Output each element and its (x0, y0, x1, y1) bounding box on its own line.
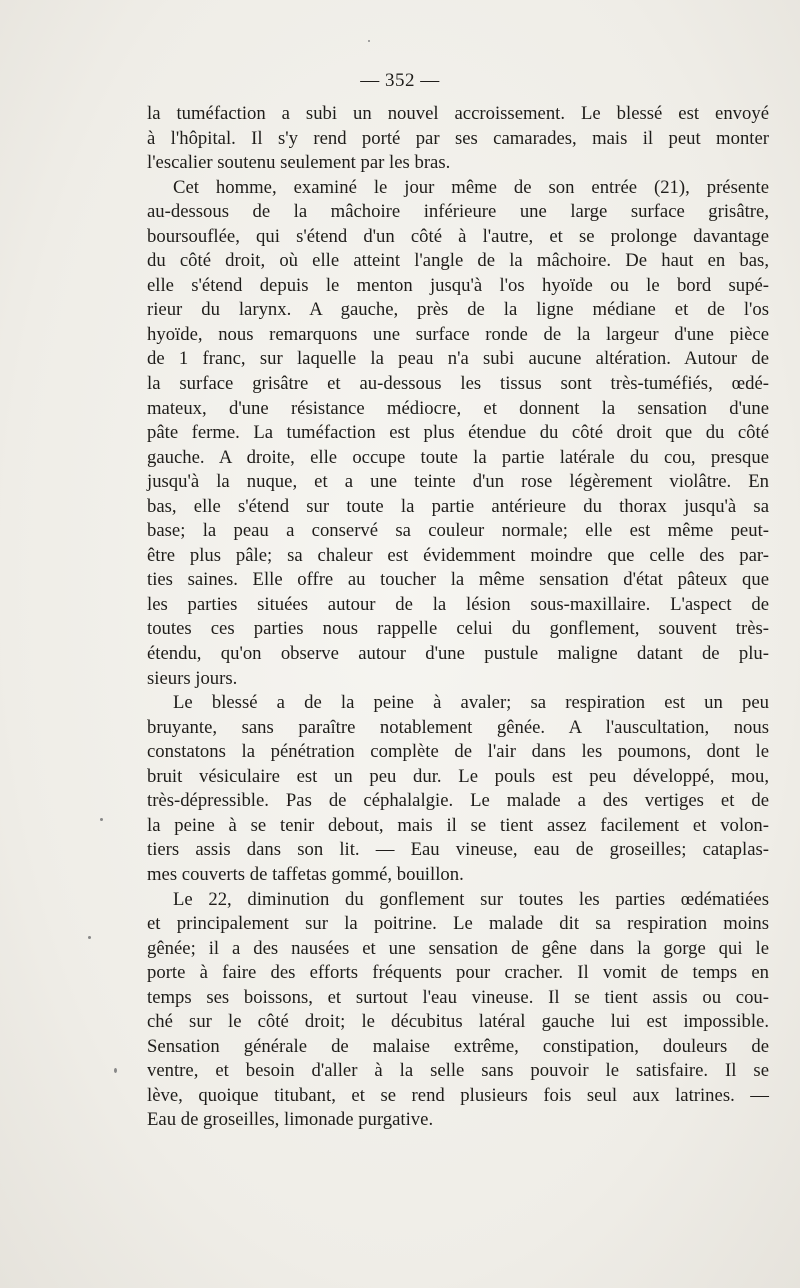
text-line: Le 22, diminution du gonflement sur toutes les parties œdématiées (173, 888, 769, 910)
text-line: du côté droit, où elle atteint l'angle de la mâchoire. De haut en bas, (147, 250, 769, 272)
text-line: à l'hôpital. Il s'y rend porté par ses camarades, mais il peut monter (147, 127, 769, 149)
text-line: ventre, et besoin d'aller à la selle sans pouvoir le satisfaire. Il se (147, 1060, 769, 1082)
text-line: hyoïde, nous remarquons une surface ronde de la largeur d'une pièce (147, 323, 769, 345)
text-line: Eau de groseilles, limonade purgative. (147, 1109, 434, 1131)
text-line: au-dessous de la mâchoire inférieure une large surface grisâtre, (147, 201, 769, 223)
text-line: gauche. A droite, elle occupe toute la partie latérale du cou, presque (147, 446, 769, 468)
text-line: bas, elle s'étend sur toute la partie antérieure du thorax jusqu'à sa (147, 495, 769, 517)
body-text (147, 102, 769, 1133)
text-line: rieur du larynx. A gauche, près de la ligne médiane et de l'os (147, 299, 769, 321)
text-line: Le blessé a de la peine à avaler; sa respiration est un peu (173, 692, 769, 714)
text-line: gênée; il a des nausées et une sensation de gêne dans la gorge qui le (147, 937, 769, 959)
text-line: la peine à se tenir debout, mais il se tient assez facilement et volon- (147, 814, 769, 836)
text-line: mateux, d'une résistance médiocre, et donnent la sensation d'une (147, 397, 769, 419)
text-line: Cet homme, examiné le jour même de son entrée (21), présente (173, 176, 769, 198)
text-line: ché sur le côté droit; le décubitus latéral gauche lui est impossible. (147, 1011, 769, 1033)
text-line: bruit vésiculaire est un peu dur. Le pouls est peu développé, mou, (147, 765, 769, 787)
ink-speck (368, 40, 370, 42)
text-line: jusqu'à la nuque, et a une teinte d'un rose légèrement violâtre. En (147, 471, 769, 493)
text-line: lève, quoique titubant, et se rend plusieurs fois seul aux latrines. — (147, 1084, 769, 1106)
ink-speck (114, 1068, 117, 1073)
text-line: elle s'étend depuis le menton jusqu'à l'os hyoïde ou le bord supé- (147, 274, 769, 296)
text-line: les parties situées autour de la lésion sous-maxillaire. L'aspect de (147, 593, 769, 615)
text-line: temps ses boissons, et surtout l'eau vineuse. Il se tient assis ou cou- (147, 986, 769, 1008)
text-line: ties saines. Elle offre au toucher la même sensation d'état pâteux que (147, 569, 769, 591)
text-line: boursouflée, qui s'étend d'un côté à l'autre, et se prolonge davantage (147, 225, 769, 247)
text-line: l'escalier soutenu seulement par les bras. (147, 152, 451, 174)
text-line: base; la peau a conservé sa couleur normale; elle est même peut- (147, 520, 769, 542)
text-line: Sensation générale de malaise extrême, constipation, douleurs de (147, 1035, 769, 1057)
page-number: — 352 — (360, 70, 440, 91)
text-line: très-dépressible. Pas de céphalalgie. Le malade a des vertiges et de (147, 790, 769, 812)
text-line: pâte ferme. La tuméfaction est plus étendue du côté droit que du côté (147, 422, 769, 444)
text-line: être plus pâle; sa chaleur est évidemment moindre que celle des par- (147, 544, 769, 566)
text-line: sieurs jours. (147, 667, 238, 689)
text-line: toutes ces parties nous rappelle celui du gonflement, souvent très- (147, 618, 769, 640)
text-line: mes couverts de taffetas gommé, bouillon. (147, 863, 464, 885)
text-line: bruyante, sans paraître notablement gênée. A l'auscultation, nous (147, 716, 769, 738)
text-line: de 1 franc, sur laquelle la peau n'a subi aucune altération. Autour de (147, 348, 769, 370)
text-line: la surface grisâtre et au-dessous les tissus sont très-tuméfiés, œdé- (147, 373, 769, 395)
text-line: porte à faire des efforts fréquents pour cracher. Il vomit de temps en (147, 962, 769, 984)
text-line: étendu, qu'on observe autour d'une pustule maligne datant de plu- (147, 643, 769, 665)
text-line: constatons la pénétration complète de l'air dans les poumons, dont le (147, 741, 769, 763)
ink-speck (100, 818, 103, 821)
text-line: la tuméfaction a subi un nouvel accroissement. Le blessé est envoyé (147, 103, 769, 124)
text-line: tiers assis dans son lit. — Eau vineuse, eau de groseilles; cataplas- (147, 839, 769, 861)
ink-speck (88, 936, 91, 939)
text-line: et principalement sur la poitrine. Le malade dit sa respiration moins (147, 913, 769, 935)
